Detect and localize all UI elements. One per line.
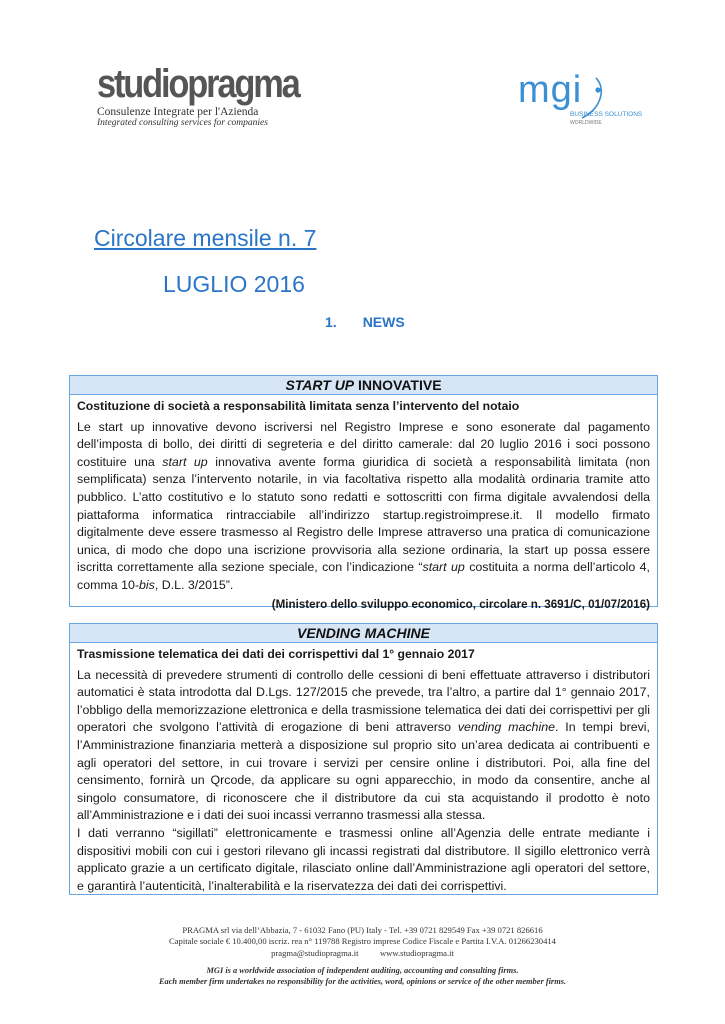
body-text: , D.L. 3/2015”. — [154, 577, 234, 592]
body-text: La necessità di prevedere strumenti di controllo delle cessioni di beni effettuate attraverso i distributori automatici è stata introdotta dal D.Lgs. 127/2015 che prevede, tra l’altro, a partire dal 1° gennaio 2017, l’obbligo della memorizzazione elettronica e della trasmissione telematica dei dati dei corrispettivi per gli operatori che svolgono l’attività di erogazione di beni attraverso — [77, 667, 650, 735]
mgi-tagline: BUSINESS SOLUTIONS — [570, 111, 643, 118]
news-box-header-em: VENDING MACHINE — [296, 625, 430, 641]
footer-disclaimer-2: Each member firm undertakes no responsibility for the activities, word, opinions or service of the other member firms. — [158, 977, 567, 987]
document-date: LUGLIO 2016 — [163, 271, 305, 297]
news-box-start-up — [69, 375, 658, 611]
news-box-body — [77, 419, 650, 595]
studiopragma-logo-wordmark: studiopragma — [97, 62, 299, 106]
news-box-vending-machine — [69, 623, 658, 895]
studiopragma-logo — [97, 62, 299, 128]
footer-contacts: pragma@studiopragma.it www.studiopragma.it — [271, 947, 454, 958]
footer-disclaimer-1: MGI is a worldwide association of independent auditing, accounting and consulting firms. — [206, 965, 519, 975]
body-text: costituita a norma dell’articolo 4, comma 10- — [77, 560, 650, 592]
section-label: NEWS — [362, 314, 405, 330]
body-text: Le start up innovative devono iscriversi nel Registro Imprese e sono esonerate dal pagamento dell’imposta di bollo, dei diritti di segreteria e del diritto camerale: dal 20 luglio 2016 i soci possono costituire una — [77, 419, 650, 469]
studiopragma-tagline-en: Integrated consulting services for companies — [97, 118, 268, 128]
studiopragma-tagline-it: Consulenze Integrate per l'Azienda — [97, 106, 259, 118]
news-box-source: (Ministero dello sviluppo economico, circolare n. 3691/C, 01/07/2016) — [271, 597, 650, 611]
body-em: vending machine — [457, 720, 555, 735]
mgi-logo-wordmark: mgi — [518, 69, 583, 111]
news-box-subtitle: Costituzione di società a responsabilità limitata senza l’intervento del notaio — [77, 399, 520, 413]
document-title: Circolare mensile n. 7 — [94, 225, 317, 251]
body-em: start up — [162, 454, 208, 469]
news-box-header-rest: INNOVATIVE — [354, 377, 442, 393]
page-footer — [0, 925, 725, 987]
news-box-subtitle: Trasmissione telematica dei dati dei corrispettivi dal 1° gennaio 2017 — [77, 647, 475, 661]
section-heading — [325, 314, 405, 330]
footer-registry: Capitale sociale € 10.400,00 iscriz. rea n° 119788 Registro imprese Codice Fiscale e Partita I.V.A. 01266230414 — [169, 936, 556, 947]
news-box-body: I dati verranno “sigillati” elettronicamente e trasmessi online all’Agenzia delle entrate mediante i dispositivi mobili con cui i gestori rilevano gli incassi registrati dal distributore. Il sigillo elettronico verrà applicato grazie a un certificato digitale, rilasciato online dall’Amministrazione agli operatori del settore, e garantirà l’autenticità, l’inalterabilità e la riservatezza dei dati dei corrispettivi. — [77, 825, 650, 893]
body-em: start up — [422, 560, 465, 575]
mgi-logo — [518, 69, 643, 140]
news-box-header — [70, 376, 657, 395]
mgi-subtagline: WORLDWIDE — [570, 120, 602, 126]
section-number: 1. — [325, 314, 337, 330]
body-text: innovativa avente forma giuridica di società a responsabilità limitata (non semplificata) senza l’intervento notarile, in via facoltativa rispetto alla modalità ordinaria tramite atto pubblico. L’atto costitutivo e lo statuto sono redatti e sottoscritti con firma digitale avvalendosi della piattaforma informatica rintracciabile all’indirizzo startup.registroimprese.it. Il modello firmato digitalmente deve essere trasmesso al Registro delle Imprese attraverso una pratica di comunicazione unica, di modo che dopo una iscrizione provvisoria alla sezione ordinaria, la start up possa essere iscritta correttamente alla sezione speciale, con l’indicazione “ — [77, 454, 650, 575]
news-box-header-em: START UP — [285, 377, 355, 393]
news-box-body — [77, 667, 650, 825]
body-text: . In tempi brevi, l’Amministrazione finanziaria metterà a disposizione sul proprio sito un’area dedicata ai contribuenti e agli operatori del settore, in cui trovare i servizi per censire online i distributori. Poi, alla fine del censimento, fornirà un Qrcode, da applicare su ogni apparecchio, in modo da consentire, anche al singolo consumatore, di riconoscere che il distributore da cui sta acquistando il prodotto è noto all’Amministrazione e i dati dei suoi incassi verranno trasmessi alla stessa. — [77, 720, 651, 823]
footer-address: PRAGMA srl via dell’Abbazia, 7 - 61032 Fano (PU) Italy - Tel. +39 0721 829549 Fax +39 0721 826616 — [182, 925, 543, 935]
news-box-header — [70, 624, 657, 643]
body-em: bis — [138, 577, 155, 592]
